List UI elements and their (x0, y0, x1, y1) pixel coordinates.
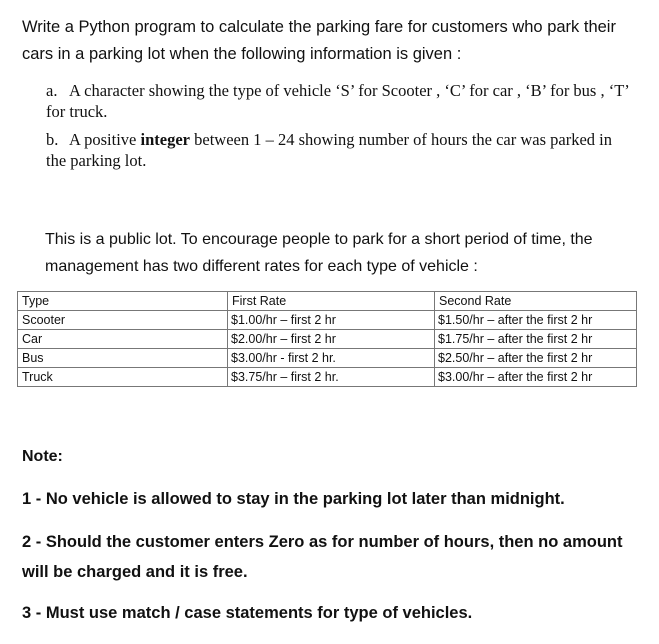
cell-type: Scooter (18, 311, 228, 330)
input-item-a (46, 80, 636, 122)
input-item-b-pre: A positive (69, 130, 141, 149)
cell-first-rate: $3.75/hr – first 2 hr. (228, 368, 435, 387)
cell-second-rate: $2.50/hr – after the first 2 hr (435, 349, 637, 368)
input-item-a-text: A character showing the type of vehicle ‘S’ for Scooter , ‘C’ for car , ‘B’ for bus , ‘T’ for truck. (46, 81, 629, 121)
table-row (18, 368, 637, 387)
cell-first-rate: $2.00/hr – first 2 hr (228, 330, 435, 349)
public-lot-paragraph: This is a public lot. To encourage people to park for a short period of time, the management has two different rates for each type of vehicle : (45, 231, 593, 275)
note-item-2: 2 - Should the customer enters Zero as for number of hours, then no amount will be charged and it is free. (22, 533, 623, 581)
cell-second-rate: $1.50/hr – after the first 2 hr (435, 311, 637, 330)
cell-first-rate: $1.00/hr – first 2 hr (228, 311, 435, 330)
header-first-rate: First Rate (228, 292, 435, 311)
input-item-b-label: b. (46, 130, 59, 149)
note-item-1: 1 - No vehicle is allowed to stay in the parking lot later than midnight. (22, 490, 565, 508)
cell-second-rate: $1.75/hr – after the first 2 hr (435, 330, 637, 349)
rates-table (17, 291, 637, 387)
table-row (18, 311, 637, 330)
input-item-b (46, 129, 636, 171)
intro-paragraph: Write a Python program to calculate the parking fare for customers who park their cars in a parking lot when the following information is given : (22, 18, 616, 63)
header-type: Type (18, 292, 228, 311)
input-item-a-label: a. (46, 81, 58, 100)
cell-type: Car (18, 330, 228, 349)
cell-second-rate: $3.00/hr – after the first 2 hr (435, 368, 637, 387)
table-row (18, 330, 637, 349)
rates-header-row (18, 292, 637, 311)
cell-type: Truck (18, 368, 228, 387)
header-second-rate: Second Rate (435, 292, 637, 311)
cell-type: Bus (18, 349, 228, 368)
cell-first-rate: $3.00/hr - first 2 hr. (228, 349, 435, 368)
input-item-b-post: between 1 – 24 showing number of hours the car was parked in the parking lot. (46, 130, 613, 170)
note-item-3: 3 - Must use match / case statements for type of vehicles. (22, 604, 473, 622)
table-row (18, 349, 637, 368)
input-item-b-bold: integer (140, 130, 190, 149)
note-title: Note: (22, 448, 63, 465)
